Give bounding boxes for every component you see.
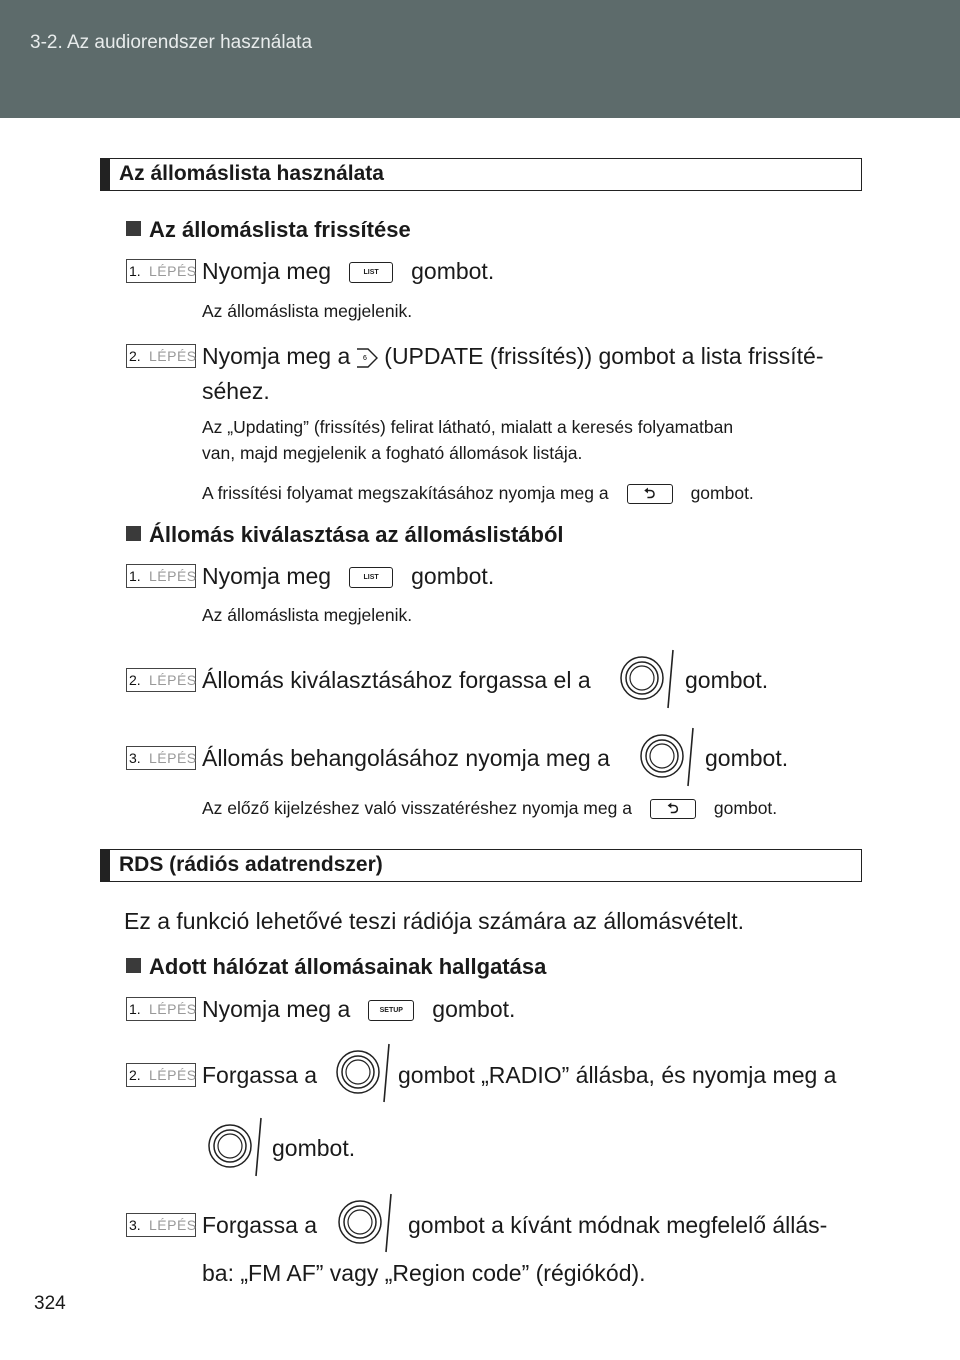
subheading-network: Adott hálózat állomásainak hallgatása [126,954,546,980]
step-text: Nyomja meg a SETUP gombot. [202,996,516,1022]
step-badge: 1. LÉPÉS [126,564,196,588]
step-note: Az előző kijelzéshez való visszatéréshez nyomja meg a ⮌ gombot. [202,798,778,818]
subheading-update: Az állomáslista frissítése [126,217,411,243]
back-button-icon: ⮌ [650,799,696,819]
step-badge: 1. LÉPÉS [126,259,196,283]
list-button-icon: LIST [349,262,393,283]
square-bullet-icon [126,526,141,541]
square-bullet-icon [126,958,141,973]
step-note: van, majd megjelenik a fogható állomások listája. [202,443,583,463]
step-badge: 2. LÉPÉS [126,344,196,368]
step-text: Állomás kiválasztásához forgassa el a [202,667,591,693]
step-text-end: gombot. [705,745,789,771]
step-text-cont: ba: „FM AF” vagy „Region code” (régiókód). [202,1260,646,1286]
tune-knob-icon [618,648,680,710]
header-title: 3-2. Az audiorendszer használata [30,32,313,53]
step-text: Forgassa a [202,1212,318,1238]
preset-six-button-icon [354,347,380,369]
step-badge: 1. LÉPÉS [126,997,196,1021]
step-text: Forgassa a [202,1062,318,1088]
back-button-icon: ⮌ [627,484,673,504]
step-text-end: gombot „RADIO” állásba, és nyomja meg a [398,1062,837,1088]
section-title-station-list [100,158,862,191]
section-title-text: RDS (rádiós adatrendszer) [119,853,383,876]
step-text-cont: gombot. [272,1135,356,1161]
step-badge: 2. LÉPÉS [126,1063,196,1087]
subheading-select: Állomás kiválasztása az állomáslistából [126,522,564,548]
step-badge: 3. LÉPÉS [126,1213,196,1237]
step-text: Nyomja meg LIST gombot. [202,563,495,589]
section-title-text: Az állomáslista használata [119,162,384,185]
step-text: Állomás behangolásához nyomja meg a [202,745,610,771]
step-note: Az „Updating” (frissítés) felirat látható, mialatt a keresés folyamatban [202,417,734,437]
rds-intro: Ez a funkció lehetővé teszi rádiója számára az állomásvételt. [124,908,745,934]
step-text-end: gombot. [685,667,769,693]
header-band [0,0,960,118]
step-note: Az állomáslista megjelenik. [202,301,413,321]
list-button-icon: LIST [349,567,393,588]
step-text-cont: séhez. [202,378,270,404]
tune-knob-icon [206,1116,268,1178]
step-badge: 2. LÉPÉS [126,668,196,692]
step-note: Az állomáslista megjelenik. [202,605,413,625]
section-title-rds [100,849,862,882]
page-number: 324 [34,1293,66,1314]
step-note: A frissítési folyamat megszakításához nyomja meg a ⮌ gombot. [202,483,754,503]
svg-text:6: 6 [363,354,368,362]
square-bullet-icon [126,221,141,236]
step-badge: 3. LÉPÉS [126,746,196,770]
step-text: Nyomja meg LIST gombot. [202,258,495,284]
tune-knob-icon [334,1042,396,1104]
step-text-end: gombot a kívánt módnak megfelelő állás- [408,1212,828,1238]
setup-button-icon: SETUP [368,1000,414,1021]
tune-knob-icon [638,726,700,788]
tune-knob-icon [336,1192,398,1254]
step-text: Nyomja meg a 6 (UPDATE (frissítés)) gombot a lista frissíté- [202,343,824,369]
